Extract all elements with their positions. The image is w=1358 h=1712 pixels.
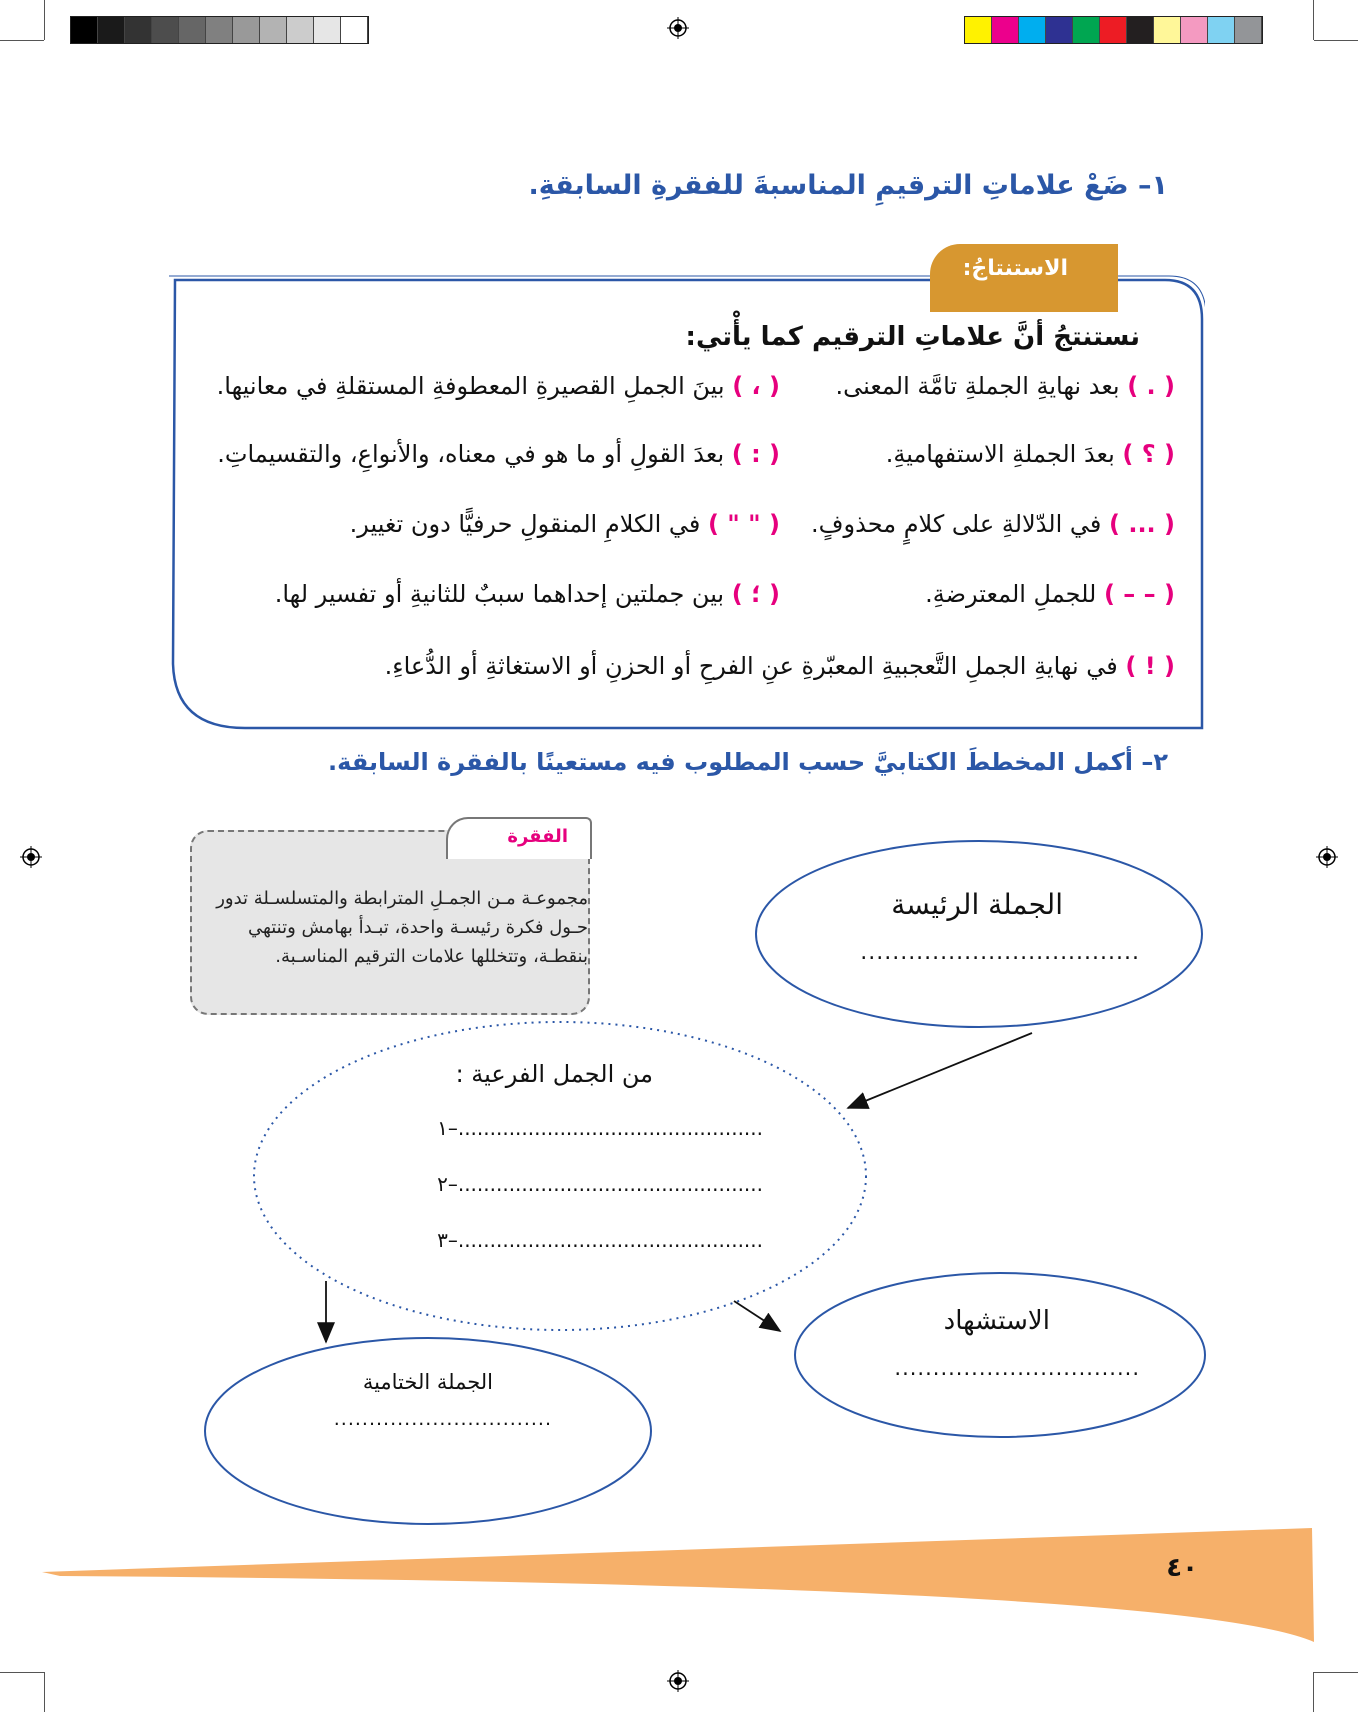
page-number: ٤٠ (1166, 1553, 1198, 1583)
main-sentence-title: الجملة الرئيسة (891, 888, 1063, 921)
conclusion-tab-label: الاستنتاجُ: (962, 256, 1068, 281)
paragraph-line: مجموعـة مـن الجمـلِ المترابطة والمتسلسـلة تدور (216, 888, 588, 909)
sub-sentence-number: ٢– (437, 1172, 458, 1196)
punct-mark: ( ، ) (732, 372, 780, 400)
paragraph-line: حـول فكرة رئيسـة واحدة، تبـدأ بهامش وتنتهي (247, 917, 588, 938)
punct-desc: في الدّلالةِ على كلامٍ محذوفٍ. (811, 510, 1109, 538)
paragraph-tab-label: الفقرة (507, 826, 568, 847)
punct-mark: ( : ) (731, 440, 780, 468)
sub-sentence-number: ٣– (437, 1228, 458, 1252)
punct-mark: ( . ) (1127, 372, 1175, 400)
closing-sentence-answer-line: ............................... (333, 1408, 552, 1430)
punct-mark: ( ؛ ) (731, 580, 780, 608)
punct-mark: ( – – ) (1103, 580, 1175, 608)
closing-sentence-ellipse (205, 1338, 651, 1524)
sub-sentence-item (437, 1172, 763, 1196)
conclusion-intro: نستنتجُ أنَّ علاماتِ الترقيم كما يأْتي: (685, 322, 1140, 352)
sub-sentence-item (437, 1116, 763, 1140)
punct-desc: بين جملتين إحداهما سببٌ للثانيةِ أو تفسير لها. (274, 580, 732, 608)
citation-title: الاستشهاد (943, 1306, 1050, 1336)
citation-answer-line: ................................ (894, 1356, 1140, 1380)
punct-desc: بعدَ القولِ أو ما هو في معناه، والأنواعِ، والتقسيماتِ. (217, 440, 732, 468)
sub-sentence-answer-line: ................................................ (457, 1172, 763, 1196)
question-1: ١– ضَعْ علاماتِ الترقيمِ المناسبةَ للفقرةِ السابقةِ. (528, 170, 1168, 201)
sub-sentence-number: ١– (437, 1116, 458, 1140)
sub-sentences-title: من الجمل الفرعية : (455, 1060, 653, 1088)
punct-desc: في نهايةِ الجملِ التَّعجبيةِ المعبّرةِ عنِ الفرحِ أو الحزنِ أو الاستغاثةِ أو الدُّعاءِ. (384, 652, 1126, 680)
arrow-main-to-sub (848, 1033, 1032, 1108)
punct-mark: ( ؟ ) (1122, 440, 1175, 468)
sub-sentence-answer-line: ................................................ (457, 1228, 763, 1252)
punct-mark: ( " " ) (707, 510, 780, 538)
punct-desc: بينَ الجملِ القصيرةِ المعطوفةِ المستقلةِ في معانيها. (216, 372, 733, 400)
main-sentence-answer-line: ................................... (860, 940, 1140, 965)
citation-ellipse (795, 1273, 1205, 1437)
sub-sentence-answer-line: ................................................ (457, 1116, 763, 1140)
arrow-sub-to-citation (734, 1301, 780, 1331)
punct-desc: في الكلامِ المنقولِ حرفيًّا دون تغيير. (349, 510, 708, 538)
main-sentence-ellipse (756, 841, 1202, 1027)
punct-desc: بعد نهايةِ الجملةِ تامَّة المعنى. (835, 372, 1128, 400)
punct-desc: بعدَ الجملةِ الاستفهاميةِ. (885, 440, 1123, 468)
footer-band (0, 1520, 1358, 1650)
punct-desc: للجملِ المعترضةِ. (925, 580, 1104, 608)
sub-sentence-item (437, 1228, 763, 1252)
closing-sentence-title: الجملة الختامية (362, 1370, 493, 1394)
punct-mark: ( ! ) (1125, 652, 1175, 680)
punct-mark: ( ... ) (1109, 510, 1175, 538)
paragraph-line: بنقطـة، وتتخللها علامات الترقيم المناسـبة. (275, 946, 588, 967)
question-2: ٢– أكمل المخططَ الكتابيَّ حسب المطلوب فيه مستعينًا بالفقرة السابقة. (328, 748, 1168, 776)
